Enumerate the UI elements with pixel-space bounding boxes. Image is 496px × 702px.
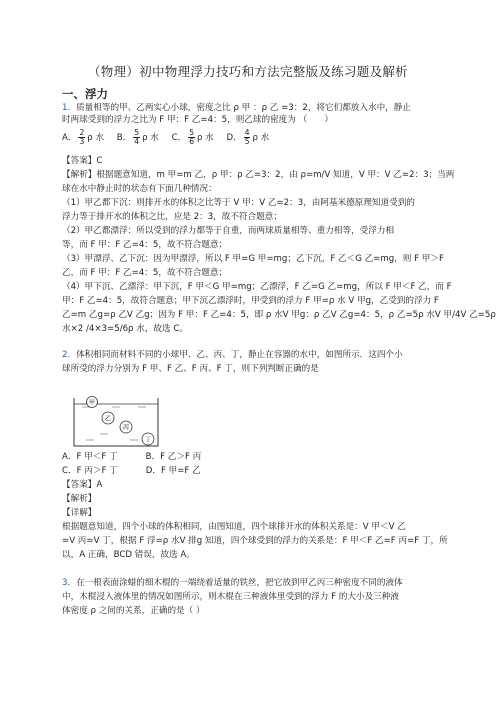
q2-detail-line: =V 丙=V 丁，根据 F 浮=ρ 水V 排g 知道，四个球受到的浮力的关系是：F 甲＜F 乙=F 丙=F 丁，所 (62, 536, 448, 546)
fraction: $\frac{2}{3}$ (79, 128, 85, 146)
q1-analysis-line: 水×2 /4×3=5/6ρ 水，故选 C。 (62, 324, 188, 334)
fraction: $\frac{5}{6}$ (189, 128, 194, 146)
q1-analysis-line: 乙，而 F 甲：F 乙=4：5，故不符合题意； (62, 268, 228, 278)
section-heading: 一、浮力 (62, 87, 108, 101)
container-figure (72, 396, 160, 448)
fraction: $\frac{4}{5}$ (244, 128, 250, 146)
q1-options (62, 129, 279, 146)
q2-stem-1: 体积相同而材料不同的小球甲、乙、丙、丁，静止在容器的水中，如图所示．这四个小 (76, 350, 403, 360)
q1-option-a[interactable]: A． $\frac{2}{3}$ ρ 水 (62, 128, 105, 146)
q2-option-a[interactable]: A．F 甲＜F 丁 (62, 452, 118, 462)
q1-analysis-line: （2）甲乙都漂浮：所以受到的浮力都等于自重，而两球质量相等、重力相等，受浮力相 (62, 226, 395, 236)
q3-stem-2: 中，木棍浸入液体里的情况如图所示，则木棍在三种液体里受到的浮力 F 的大小及三种液 (62, 592, 399, 602)
q2-analysis-head: 【解析】 (62, 494, 97, 504)
q1-option-b[interactable]: B． $\frac{5}{4}$ ρ 水 (116, 128, 159, 146)
q2-option-c[interactable]: C．F 丙＞F 丁 (62, 466, 118, 476)
q1-analysis-line: 球在水中静止时的状态有下面几种情况： (62, 184, 217, 194)
ball-label-yi: 乙 (104, 415, 112, 423)
q2-options-row-2 (62, 466, 211, 477)
q1-analysis-line: （3）甲漂浮、乙下沉：因为甲漂浮，所以 F 甲=G 甲=mg；乙下沉，F 乙＜G 乙=mg，则 F 甲＞F (62, 254, 444, 264)
q1-stem-2: 时两球受到的浮力之比为 F 甲：F 乙=4：5，则乙球的密度为 （ ） (62, 115, 333, 125)
q3-line-1 (62, 578, 403, 589)
q1-analysis-line: 甲：F 乙=4：5，故符合题意；甲下沉乙漂浮时，甲受到的浮力 F 甲=ρ 水 V 甲g，乙受到的浮力 F (62, 296, 439, 306)
fraction: $\frac{5}{4}$ (134, 128, 140, 146)
q2-option-d[interactable]: D．F 甲=F 乙 (145, 466, 201, 476)
ball-label-ding: 丁 (144, 436, 152, 444)
q3-number: 3． (62, 578, 77, 588)
q2-detail-line: 根据题意知道，四个小球的体积相同，由图知道，四个球排开水的体积关系是：V 甲＜V 乙 (62, 522, 406, 532)
q2-number: 2． (62, 350, 77, 360)
q2-detail-head: 【详解】 (62, 508, 97, 518)
q2-detail-line: 以，A 正确，BCD 错误，故选 A。 (62, 550, 195, 560)
q1-line-1 (62, 103, 411, 114)
q1-number: 1． (62, 103, 77, 113)
q1-analysis-line: （4）甲下沉、乙漂浮：甲下沉，F 甲＜G 甲=mg；乙漂浮，F 乙=G 乙=mg，所以 F 甲＜F 乙，而 F (62, 282, 452, 292)
q3-stem-3: 体密度 ρ 之间的关系，正确的是（ ） (62, 606, 205, 616)
q3-stem-1: 在一根表面涂蜡的细木棍的一端绕着适量的铁丝，把它放到甲乙丙三种密度不同的液体 (76, 578, 403, 588)
q1-option-d[interactable]: D． $\frac{4}{5}$ ρ 水 (226, 128, 270, 146)
ball-label-jia: 甲 (88, 399, 96, 407)
ball-label-bing: 丙 (122, 424, 130, 432)
q1-analysis-line: （1）甲乙都下沉：则排开水的体积之比等于 V 甲：V 乙=2：3，由阿基米德原理知道受到的 (62, 198, 415, 208)
q1-answer: 【答案】C (62, 156, 103, 166)
q1-stem-1: 质量相等的甲、乙两实心小球，密度之比 ρ 甲 ：ρ 乙 =3：2，将它们都放入水中，静止 (76, 103, 411, 113)
q1-analysis-line: 浮力等于排开水的体积之比，应是 2：3，故不符合题意； (62, 212, 282, 222)
q2-option-b[interactable]: B．F 乙＞F 丙 (145, 452, 202, 462)
q2-answer: 【答案】A (62, 480, 103, 490)
q1-option-c[interactable]: C． $\frac{5}{6}$ ρ 水 (171, 128, 214, 146)
q1-analysis-line: 【解析】根据题意知道，m 甲=m 乙，ρ 甲：ρ 乙=3：2，由 ρ=m/V 知道，V 甲：V 乙=2：3；当两 (62, 170, 455, 180)
page-title: （物理）初中物理浮力技巧和方法完整版及练习题及解析 (87, 64, 408, 79)
q1-analysis-line: 乙=m 乙g=ρ 乙V 乙g；因为 F 甲：F 乙=4：5，即 ρ 水V 甲g：ρ 乙V 乙g=4：5，ρ 乙=5ρ 水V 甲/4V 乙=5ρ (62, 310, 496, 320)
q1-analysis-line: 等，而 F 甲：F 乙=4：5，故不符合题意； (62, 240, 228, 250)
q2-line-1 (62, 350, 403, 361)
q2-stem-2: 球所受的浮力分别为 F 甲、F 乙、F 丙、F 丁，则下列判断正确的是 (62, 364, 319, 374)
q2-options-row-1 (62, 452, 211, 463)
